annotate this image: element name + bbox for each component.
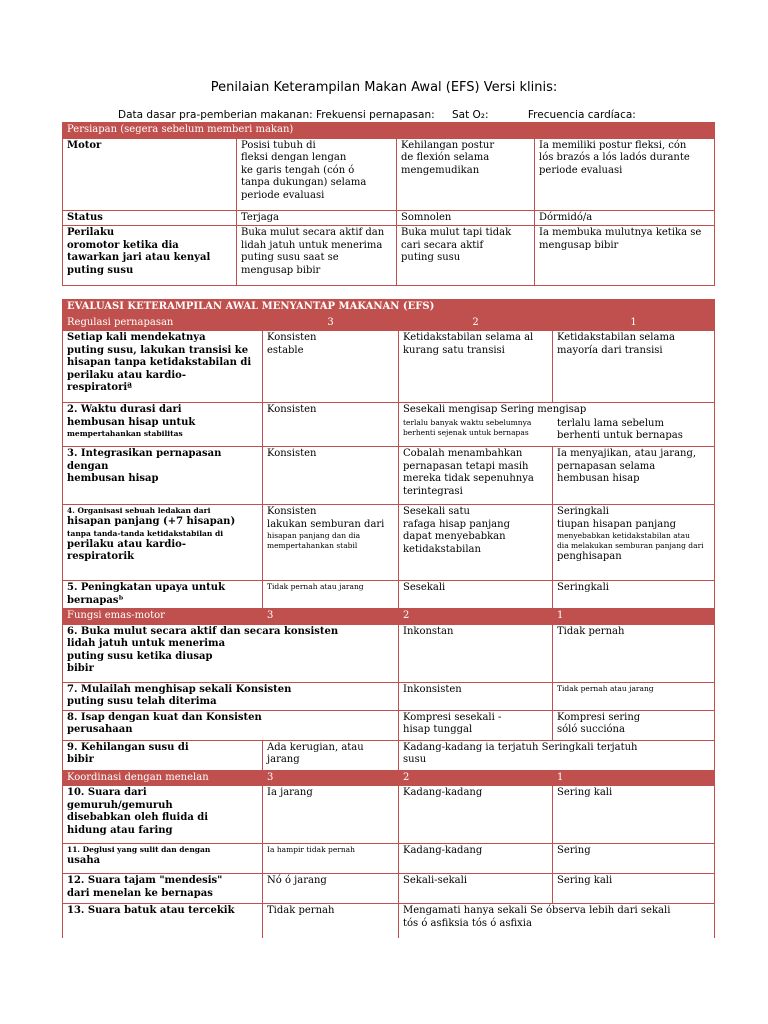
score-cell: Sekali-sekali bbox=[399, 874, 553, 904]
item-label: 12. Suara tajam "mendesis" dari menelan ke bernapas bbox=[63, 874, 263, 904]
score-cell bbox=[263, 505, 399, 581]
item-label: 9. Kehilangan susu di bibir bbox=[63, 740, 263, 770]
item-label: perilaku atau kardio- respiratorik bbox=[67, 538, 186, 562]
score-text: Kadang-kadang ia terjatuh Seringkali terjatuh susu bbox=[403, 741, 638, 765]
item-label-small: 11. Deglusi yang sulit dan dengan bbox=[67, 845, 211, 854]
score-cell: Sering bbox=[553, 844, 715, 874]
prep-cell: Somnolen bbox=[397, 210, 535, 226]
score-text: Seringkali tiupan hisapan panjang bbox=[557, 506, 677, 530]
section-header: Regulasi pernapasan bbox=[63, 315, 263, 331]
score-cell: Tidak pernah bbox=[263, 904, 399, 938]
score-cell: Kompresi sering sóló succióna bbox=[553, 710, 715, 740]
score-cell: Inkonsisten bbox=[399, 682, 553, 710]
score-cell: Sesekali satu rafaga hisap panjang dapat menyebabkan ketidakstabilan bbox=[399, 505, 553, 581]
score-cell-merged bbox=[399, 904, 715, 938]
item-label: usaha bbox=[67, 855, 101, 866]
score-cell: Tidak pernah atau jarang bbox=[263, 581, 399, 609]
prep-cell: Buka mulut tapi tidak cari secara aktif puting susu bbox=[397, 226, 535, 286]
score-cell: Ada kerugian, atau jarang bbox=[263, 740, 399, 770]
score-cell-merged bbox=[399, 403, 715, 447]
score-header: 3 bbox=[263, 315, 399, 331]
score-cell: Inkonstan bbox=[399, 624, 553, 682]
score-text-small: hisapan panjang dan dia mempertahankan stabil bbox=[267, 531, 361, 550]
efs-table bbox=[62, 299, 715, 938]
prep-cell: Kehilangan postur de flexión selama mengemudikan bbox=[397, 138, 535, 210]
score-cell: Kompresi sesekali - hisap tunggal bbox=[399, 710, 553, 740]
score-cell: Kadang-kadang bbox=[399, 786, 553, 844]
score-cell: Konsisten bbox=[263, 447, 399, 505]
score-text: penghisapan bbox=[557, 551, 622, 562]
score-cell: Seringkali bbox=[553, 581, 715, 609]
score-cell: Ia hampir tidak pernah bbox=[263, 844, 399, 874]
score-text: terlalu lama sebelum berhenti untuk bernapas bbox=[557, 417, 683, 441]
prep-cell: Terjaga bbox=[237, 210, 397, 226]
prep-cell: Buka mulut secara aktif dan lidah jatuh untuk menerima puting susu saat se mengusap bibir bbox=[237, 226, 397, 286]
prep-cell: Ia memiliki postur fleksi, cón lós brazós a lós ladós durante periode evaluasi bbox=[535, 138, 715, 210]
item-label: 2. Waktu durasi dari hembusan hisap untuk bbox=[67, 404, 196, 428]
score-cell: Ketidakstabilan selama mayoría dari transisi bbox=[553, 331, 715, 403]
preparation-table bbox=[62, 122, 715, 286]
item-label: 6. Buka mulut secara aktif dan secara konsisten lidah jatuh untuk menerima puting susu ketika diusap bibir bbox=[63, 624, 399, 682]
score-cell: Konsisten bbox=[263, 403, 399, 447]
score-cell: Ia menyajikan, atau jarang, pernapasan selama hembusan hisap bbox=[553, 447, 715, 505]
score-cell: Konsisten estable bbox=[263, 331, 399, 403]
preparation-header: Persiapan (segera sebelum memberi makan) bbox=[63, 123, 715, 139]
score-cell: Cobalah menambahkan pernapasan tetapi masih mereka tidak sepenuhnya terintegrasi bbox=[399, 447, 553, 505]
item-label-small: mempertahankan stabilitas bbox=[67, 429, 183, 438]
section-header: Koordinasi dengan menelan bbox=[63, 770, 263, 786]
score-header: 2 bbox=[399, 770, 553, 786]
item-label: 10. Suara dari gemuruh/gemuruh disebabkan oleh fluida di hidung atau faring bbox=[63, 786, 263, 844]
score-header: 3 bbox=[263, 770, 399, 786]
score-header: 1 bbox=[553, 315, 715, 331]
sat-o2-label: Sat O₂: bbox=[451, 109, 489, 121]
score-cell: Tidak pernah bbox=[553, 624, 715, 682]
page-title: Penilaian Keterampilan Makan Awal (EFS) Versi klinis: bbox=[210, 80, 558, 95]
score-cell: Kadang-kadang bbox=[399, 844, 553, 874]
item-label: 13. Suara batuk atau tercekik bbox=[63, 904, 263, 938]
score-cell-merged bbox=[399, 740, 715, 770]
item-label: hisapan panjang (+7 hisapan) bbox=[67, 516, 236, 527]
item-label: 5. Peningkatan upaya untuk bernapasᵇ bbox=[63, 581, 263, 609]
score-text-small: menyebabkan ketidakstabilan atau dia melakukan semburan panjang dari bbox=[557, 531, 704, 550]
prep-row-label: Perilaku oromotor ketika dia tawarkan jari atau kenyal puting susu bbox=[63, 226, 237, 286]
score-text: Sesekali mengisap Sering mengisap bbox=[403, 404, 587, 415]
item-label-cell bbox=[63, 403, 263, 447]
item-label-cell bbox=[63, 505, 263, 581]
score-cell: Tidak pernah atau jarang bbox=[553, 682, 715, 710]
score-cell: Nó ó jarang bbox=[263, 874, 399, 904]
heart-rate-label: Frecuencia cardíaca: bbox=[527, 109, 636, 121]
score-header: 2 bbox=[399, 315, 553, 331]
score-text: Konsisten lakukan semburan dari bbox=[267, 506, 385, 530]
prep-cell: Ia membuka mulutnya ketika se mengusap bibir bbox=[535, 226, 715, 286]
item-label: 7. Mulailah menghisap sekali Konsisten puting susu telah diterima bbox=[63, 682, 399, 710]
score-text-small: terlalu banyak waktu sebelumnya berhenti sejenak untuk bernapas bbox=[403, 417, 532, 437]
prep-cell: Dórmidó/a bbox=[535, 210, 715, 226]
score-header: 3 bbox=[263, 609, 399, 625]
prep-cell: Posisi tubuh di fleksi dengan lengan ke garis tengah (cón ó tanpa dukungan) selama periode evaluasi bbox=[237, 138, 397, 210]
baseline-line bbox=[118, 109, 646, 121]
item-label: 3. Integrasikan pernapasan dengan hembusan hisap bbox=[63, 447, 263, 505]
score-cell: Sesekali bbox=[399, 581, 553, 609]
score-cell bbox=[553, 505, 715, 581]
score-cell: Ketidakstabilan selama al kurang satu transisi bbox=[399, 331, 553, 403]
efs-header: EVALUASI KETERAMPILAN AWAL MENYANTAP MAKANAN (EFS) bbox=[63, 300, 715, 316]
prep-row-label: Status bbox=[63, 210, 237, 226]
score-text: Mengamati hanya sekali Se óbserva lebih dari sekali tós ó asfiksia tós ó asfixia bbox=[403, 905, 671, 929]
score-header: 2 bbox=[399, 609, 553, 625]
item-label: 8. Isap dengan kuat dan Konsisten perusahaan bbox=[63, 710, 399, 740]
item-label: Setiap kali mendekatnya puting susu, lakukan transisi ke hisapan tanpa ketidakstabilan di perilaku atau kardio- respiratoriª bbox=[63, 331, 263, 403]
baseline-label: Data dasar pra-pemberian makanan: Frekuensi pernapasan: bbox=[118, 109, 435, 121]
score-header: 1 bbox=[553, 770, 715, 786]
score-cell: Sering kali bbox=[553, 874, 715, 904]
score-cell: Ia jarang bbox=[263, 786, 399, 844]
item-label-small: 4. Organisasi sebuah ledakan dari bbox=[67, 506, 211, 515]
score-header: 1 bbox=[553, 609, 715, 625]
item-label-cell bbox=[63, 844, 263, 874]
item-label-small: tanpa tanda-tanda ketidakstabilan di bbox=[67, 528, 224, 538]
section-header: Fungsi emas-motor bbox=[63, 609, 263, 625]
prep-row-label: Motor bbox=[63, 138, 237, 210]
score-cell: Sering kali bbox=[553, 786, 715, 844]
